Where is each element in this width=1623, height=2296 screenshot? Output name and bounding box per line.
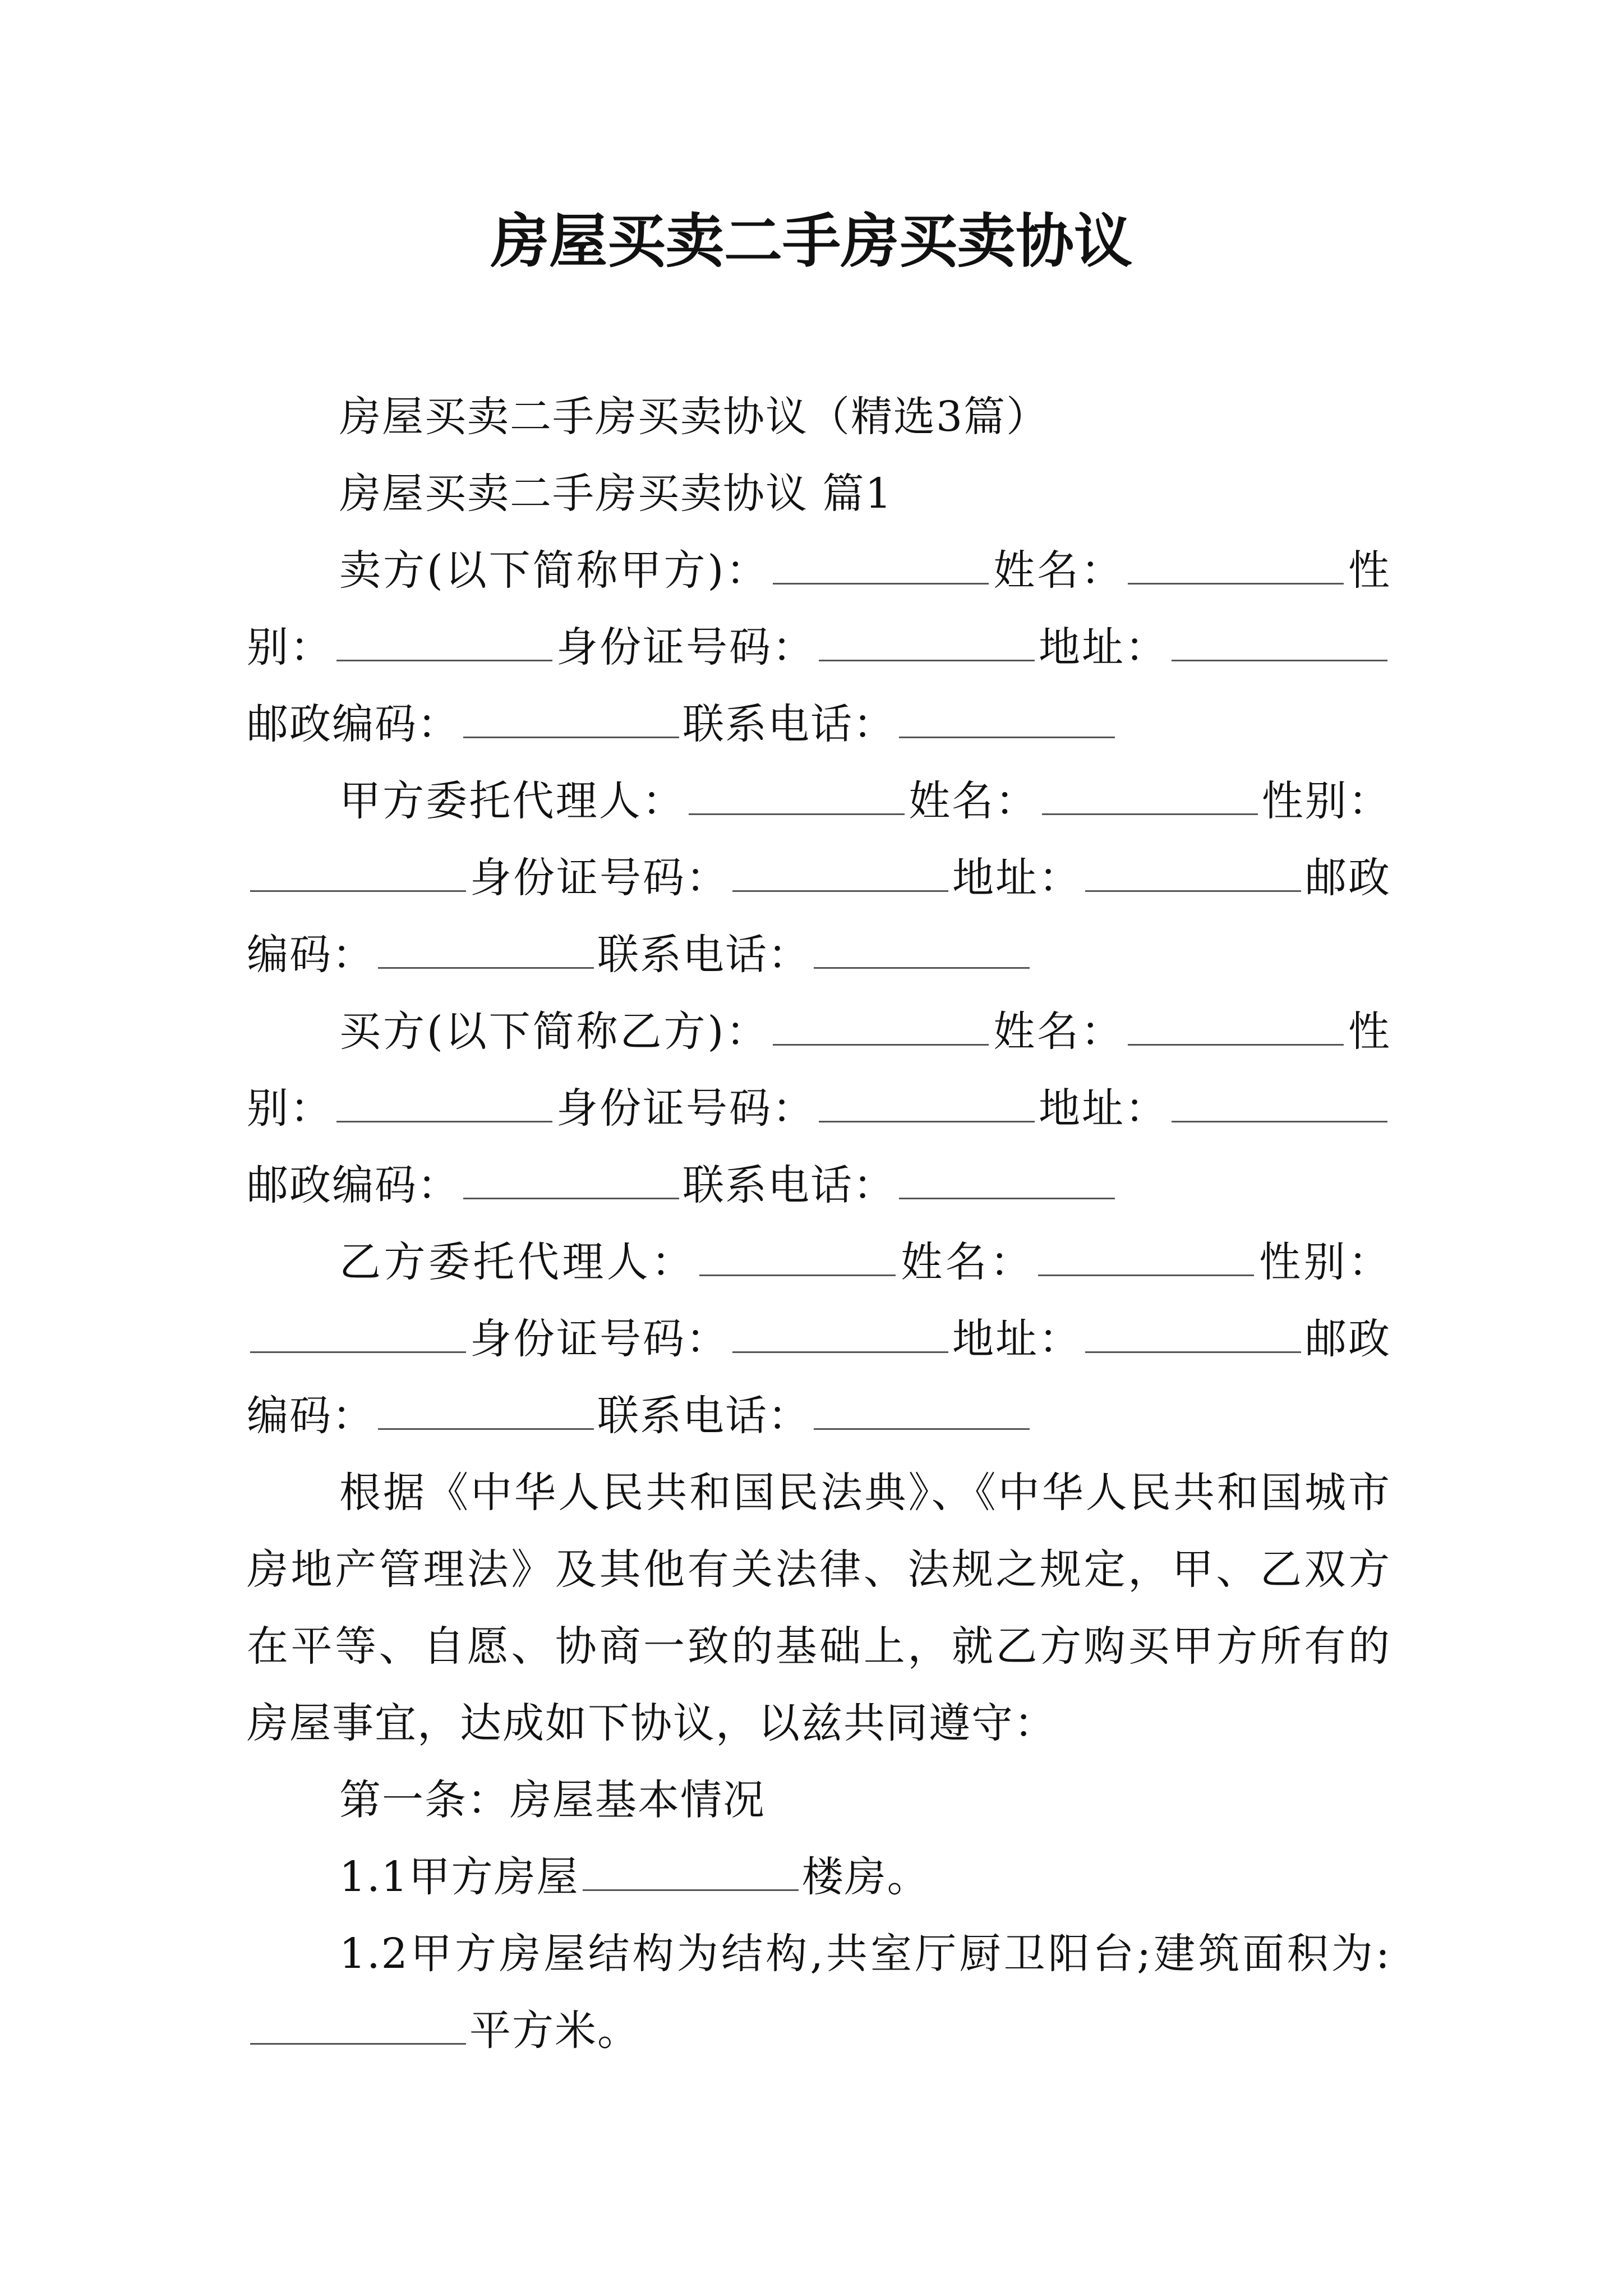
seller-name-blank[interactable]	[1128, 548, 1344, 585]
article-1-item-1	[247, 1839, 1391, 1916]
buyer-agent-postcode-label-part: 邮政	[1304, 1315, 1391, 1363]
seller-gender-label-part: 性	[1347, 546, 1391, 595]
buyer-agent-name-label: 姓名：	[898, 1238, 1035, 1286]
seller-agent-field-blank[interactable]	[689, 779, 905, 815]
buyer-agent-postcode-blank[interactable]	[378, 1393, 594, 1430]
document-body	[247, 379, 1391, 2069]
preamble-line-2: 房地产管理法》及其他有关法律、法规之规定，甲、乙双方	[247, 1545, 1391, 1594]
article-1-item-1-suffix: 楼房。	[801, 1853, 930, 1901]
seller-line-1	[247, 532, 1391, 609]
buyer-agent-address-label: 地址：	[952, 1315, 1082, 1363]
buyer-agent-label: 乙方委托代理人：	[339, 1238, 696, 1286]
subtitle: 房屋买卖二手房买卖协议（精选3篇）	[339, 393, 1049, 441]
article-1-item-2-line-1: 1.2甲方房屋结构为结构,共室厅厨卫阳台;建筑面积为:	[339, 1930, 1391, 1978]
seller-gender-label: 别：	[247, 623, 333, 671]
article-1-item-2-line-2	[247, 1993, 1391, 2069]
buyer-phone-label: 联系电话：	[683, 1161, 896, 1209]
buyer-id-label: 身份证号码：	[556, 1084, 815, 1133]
article-1-item-2-area-blank[interactable]	[250, 2008, 466, 2045]
document-title: 房屋买卖二手房买卖协议	[490, 206, 1132, 275]
seller-phone-label: 联系电话：	[683, 700, 896, 748]
seller-line-3	[247, 686, 1391, 763]
seller-agent-address-label: 地址：	[952, 854, 1082, 902]
buyer-gender-blank[interactable]	[336, 1086, 552, 1122]
buyer-line-2	[247, 1070, 1391, 1147]
buyer-agent-name-blank[interactable]	[1038, 1240, 1254, 1276]
seller-agent-id-blank[interactable]	[732, 855, 948, 892]
seller-agent-line-1	[247, 763, 1391, 840]
seller-agent-line-2	[247, 840, 1391, 917]
article-1-item-1-prefix: 1.1甲方房屋	[339, 1853, 579, 1901]
seller-agent-name-blank[interactable]	[1042, 779, 1258, 815]
buyer-gender-label: 别：	[247, 1084, 333, 1133]
seller-address-label: 地址：	[1038, 623, 1168, 671]
article-1-item-1-blank[interactable]	[583, 1855, 799, 1891]
seller-agent-line-3	[247, 917, 1391, 993]
article-1-item-2-suffix: 平方米。	[469, 2007, 640, 2055]
preamble-line-1: 根据《中华人民共和国民法典》、《中华人民共和国城市	[339, 1469, 1391, 1517]
article-1-heading: 第一条：房屋基本情况	[339, 1776, 766, 1824]
buyer-name-label: 姓名：	[992, 1007, 1125, 1056]
buyer-agent-gender-blank[interactable]	[250, 1317, 466, 1353]
buyer-postcode-blank[interactable]	[463, 1163, 679, 1199]
buyer-field-blank[interactable]	[773, 1009, 989, 1046]
section-heading: 房屋买卖二手房买卖协议 篇1	[339, 470, 893, 518]
buyer-agent-postcode-label: 编码：	[247, 1392, 375, 1440]
seller-agent-address-blank[interactable]	[1085, 855, 1301, 892]
buyer-name-blank[interactable]	[1128, 1009, 1344, 1046]
buyer-agent-address-blank[interactable]	[1085, 1317, 1301, 1353]
buyer-agent-line-1	[247, 1224, 1391, 1301]
seller-line-2	[247, 609, 1391, 686]
seller-label: 卖方(以下简称甲方)：	[339, 546, 770, 595]
seller-agent-postcode-label: 编码：	[247, 931, 375, 979]
seller-agent-name-label: 姓名：	[908, 777, 1039, 825]
seller-name-label: 姓名：	[992, 546, 1125, 595]
seller-agent-postcode-blank[interactable]	[378, 932, 594, 969]
buyer-address-label: 地址：	[1038, 1084, 1168, 1133]
seller-address-blank[interactable]	[1172, 625, 1387, 661]
seller-agent-postcode-label-part: 邮政	[1304, 854, 1391, 902]
seller-agent-gender-blank[interactable]	[250, 855, 466, 892]
buyer-address-blank[interactable]	[1172, 1086, 1387, 1122]
seller-field-blank[interactable]	[773, 548, 989, 585]
buyer-phone-blank[interactable]	[899, 1163, 1115, 1199]
seller-postcode-blank[interactable]	[463, 702, 679, 738]
seller-id-blank[interactable]	[819, 625, 1035, 661]
seller-phone-blank[interactable]	[899, 702, 1115, 738]
buyer-id-blank[interactable]	[819, 1086, 1035, 1122]
buyer-postcode-label: 邮政编码：	[247, 1161, 460, 1209]
seller-agent-gender-label: 性别：	[1261, 777, 1391, 825]
buyer-agent-line-3	[247, 1378, 1391, 1455]
preamble-line-3: 在平等、自愿、协商一致的基础上，就乙方购买甲方所有的	[247, 1622, 1391, 1671]
seller-id-label: 身份证号码：	[556, 623, 815, 671]
buyer-label: 买方(以下简称乙方)：	[339, 1007, 770, 1056]
buyer-agent-line-2	[247, 1301, 1391, 1378]
seller-postcode-label: 邮政编码：	[247, 700, 460, 748]
buyer-agent-id-label: 身份证号码：	[469, 1315, 729, 1363]
seller-agent-id-label: 身份证号码：	[469, 854, 729, 902]
buyer-line-3	[247, 1147, 1391, 1224]
preamble-line-4: 房屋事宜，达成如下协议，以兹共同遵守：	[247, 1699, 1057, 1747]
seller-agent-phone-label: 联系电话：	[597, 931, 810, 979]
seller-gender-blank[interactable]	[336, 625, 552, 661]
buyer-agent-gender-label: 性别：	[1257, 1238, 1391, 1286]
buyer-agent-field-blank[interactable]	[699, 1240, 896, 1276]
buyer-agent-phone-label: 联系电话：	[597, 1392, 810, 1440]
buyer-agent-phone-blank[interactable]	[814, 1393, 1030, 1430]
seller-agent-label: 甲方委托代理人：	[339, 777, 686, 825]
seller-agent-phone-blank[interactable]	[814, 932, 1030, 969]
buyer-agent-id-blank[interactable]	[732, 1317, 948, 1353]
buyer-line-1	[247, 993, 1391, 1070]
buyer-gender-label-part: 性	[1347, 1007, 1391, 1056]
